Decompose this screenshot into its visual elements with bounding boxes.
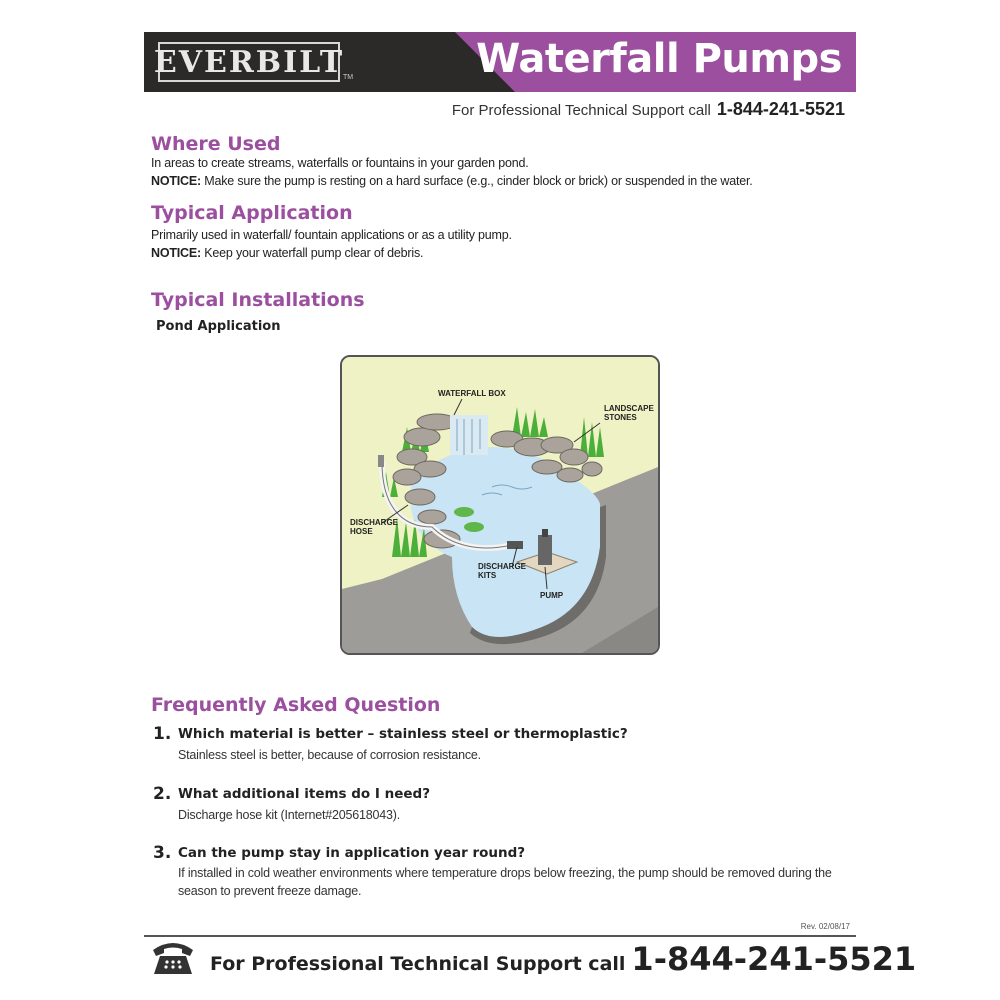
label-discharge-kits-1: DISCHARGE [478, 562, 527, 571]
faq-answer: Stainless steel is better, because of corrosion resistance. [178, 748, 481, 762]
label-discharge-hose-1: DISCHARGE [350, 518, 399, 527]
trademark-mark: TM [343, 74, 354, 81]
discharge-kit [507, 541, 523, 549]
pump-body [538, 535, 552, 565]
label-waterfall-box: WATERFALL BOX [438, 389, 506, 398]
faq-question: Which material is better – stainless steel or thermoplastic? [178, 726, 628, 742]
footer-support-text: For Professional Technical Support call [210, 953, 626, 975]
lily-pad [464, 522, 484, 532]
typical-installations-heading: Typical Installations [151, 289, 365, 311]
where-used-notice [151, 174, 753, 188]
typical-application-text: Primarily used in waterfall/ fountain applications or as a utility pump. [151, 228, 512, 242]
notice-label: NOTICE: [151, 246, 201, 260]
faq-number: 3. [153, 843, 172, 863]
label-landscape-stones-2: STONES [604, 413, 637, 422]
footer-divider [144, 935, 856, 937]
support-line-footer [210, 940, 916, 978]
notice-label: NOTICE: [151, 174, 201, 188]
faq-number: 1. [153, 724, 172, 744]
notice-text: Keep your waterfall pump clear of debris. [204, 246, 424, 260]
where-used-heading: Where Used [151, 133, 281, 155]
telephone-icon [150, 940, 196, 976]
page-title: Waterfall Pumps [476, 36, 842, 82]
revision-date: Rev. 02/08/17 [800, 922, 850, 931]
where-used-text: In areas to create streams, waterfalls or fountains in your garden pond. [151, 156, 529, 170]
everbilt-logo [153, 42, 345, 82]
pond-diagram [342, 357, 658, 653]
label-pump: PUMP [540, 591, 564, 600]
label-discharge-hose-2: HOSE [350, 527, 373, 536]
label-landscape-stones-1: LANDSCAPE [604, 404, 654, 413]
faq-answer: Discharge hose kit (Internet#205618043). [178, 808, 401, 822]
faq-heading: Frequently Asked Question [151, 694, 441, 716]
label-discharge-kits-2: KITS [478, 571, 497, 580]
support-line-top [452, 99, 845, 120]
support-text: For Professional Technical Support call [451, 102, 711, 119]
notice-text: Make sure the pump is resting on a hard surface (e.g., cinder block or brick) or suspended in the water. [204, 174, 753, 188]
hose-outlet [378, 455, 384, 467]
faq-answer: If installed in cold weather environments where temperature drops below freezing, the pump should be removed during the season to prevent freeze damage. [178, 866, 832, 898]
logo-text: EVERBILT [153, 44, 345, 80]
typical-application-heading: Typical Application [151, 202, 353, 224]
faq-number: 2. [153, 784, 172, 804]
typical-application-notice [151, 246, 423, 260]
pond-application-subheading: Pond Application [156, 319, 281, 334]
pond-installation-illustration [340, 355, 660, 655]
lily-pad [454, 507, 474, 517]
faq-question: What additional items do I need? [178, 786, 431, 802]
footer-support-phone[interactable]: 1-844-241-5521 [631, 940, 917, 978]
support-phone[interactable]: 1-844-241-5521 [716, 99, 845, 119]
waterfall-stream [450, 415, 488, 455]
faq-question: Can the pump stay in application year round? [178, 845, 526, 861]
